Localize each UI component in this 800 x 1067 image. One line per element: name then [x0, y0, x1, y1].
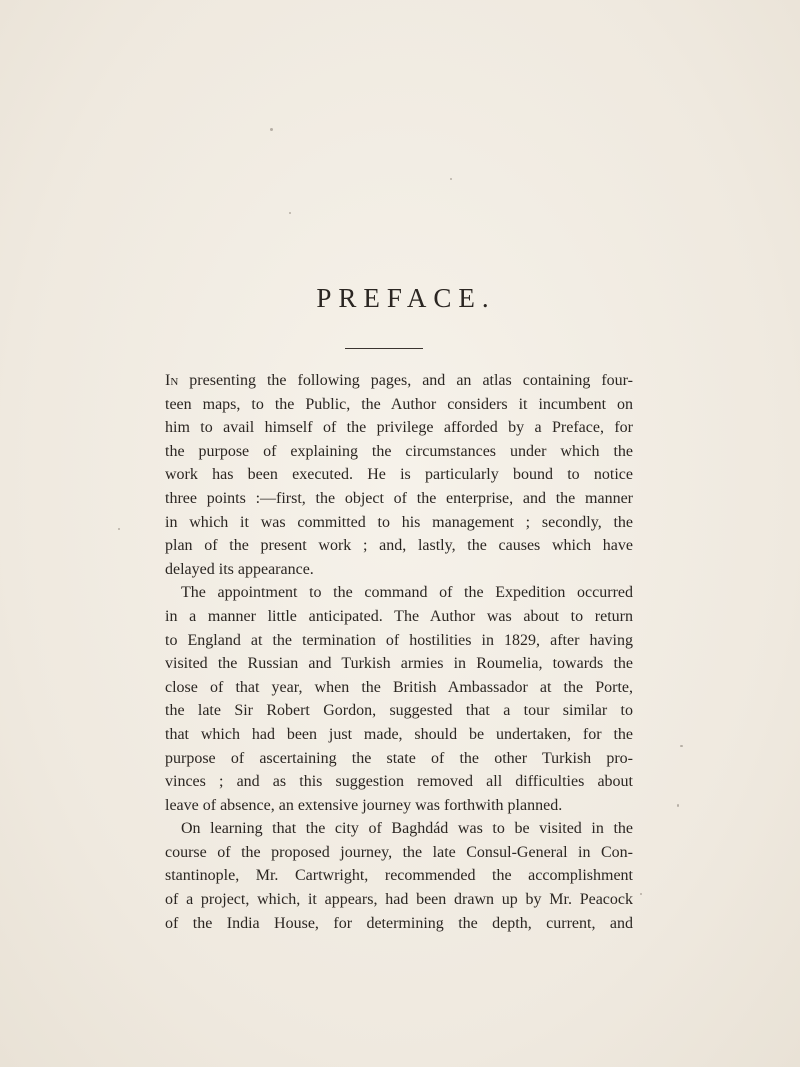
paper-speck: [270, 128, 273, 131]
text-line: leave of absence, an extensive journey was forthwith planned.: [165, 796, 563, 814]
text-line: [165, 369, 633, 393]
paper-speck: [677, 804, 679, 807]
paper-speck: [680, 745, 683, 747]
paragraph-2: [165, 581, 633, 817]
text-line: the purpose of explaining the circumstances under which the: [165, 442, 633, 460]
text-line: in a manner little anticipated. The Author was about to return: [165, 607, 633, 625]
title-rule: [345, 348, 423, 349]
text-line: of a project, which, it appears, had been drawn up by Mr. Peacock: [165, 891, 633, 909]
opening-word: In: [165, 372, 179, 389]
paper-speck: [118, 528, 120, 530]
text-line: teen maps, to the Public, the Author considers it incumbent on: [165, 395, 633, 413]
text-line: The appointment to the command of the Expedition occurred: [181, 584, 633, 602]
text-line: him to avail himself of the privilege afforded by a Preface, for: [165, 419, 633, 437]
preface-body: [165, 369, 633, 935]
text-line: visited the Russian and Turkish armies in Roumelia, towards the: [165, 655, 633, 673]
paper-speck: [450, 178, 452, 180]
text-line: that which had been just made, should be undertaken, for the: [165, 725, 633, 743]
text-line: three points :—first, the object of the enterprise, and the manner: [165, 489, 633, 507]
page-title: PREFACE.: [316, 283, 496, 313]
text-line: plan of the present work ; and, lastly, the causes which have: [165, 537, 633, 555]
text-line: the late Sir Robert Gordon, suggested that a tour similar to: [165, 702, 633, 720]
text-line: to England at the termination of hostilities in 1829, after having: [165, 631, 633, 649]
paragraph-1: [165, 369, 633, 581]
text-line: vinces ; and as this suggestion removed all difficulties about: [165, 773, 633, 791]
paragraph-3: [165, 817, 633, 935]
text-line: of the India House, for determining the depth, current, and: [165, 914, 633, 932]
text-line: course of the proposed journey, the late Consul-General in Con-: [165, 843, 633, 861]
text-line: in which it was committed to his management ; secondly, the: [165, 513, 633, 531]
paper-speck: [640, 893, 642, 895]
text-line: On learning that the city of Baghdád was to be visited in the: [181, 820, 633, 838]
text-line: work has been executed. He is particularly bound to notice: [165, 466, 633, 484]
text-line: delayed its appearance.: [165, 560, 314, 578]
text-line: purpose of ascertaining the state of the other Turkish pro-: [165, 749, 633, 767]
text-line-content: presenting the following pages, and an atlas containing four-: [189, 372, 633, 389]
text-line: close of that year, when the British Ambassador at the Porte,: [165, 678, 633, 696]
text-line: stantinople, Mr. Cartwright, recommended the accomplishment: [165, 867, 633, 885]
paper-speck: [289, 212, 291, 214]
